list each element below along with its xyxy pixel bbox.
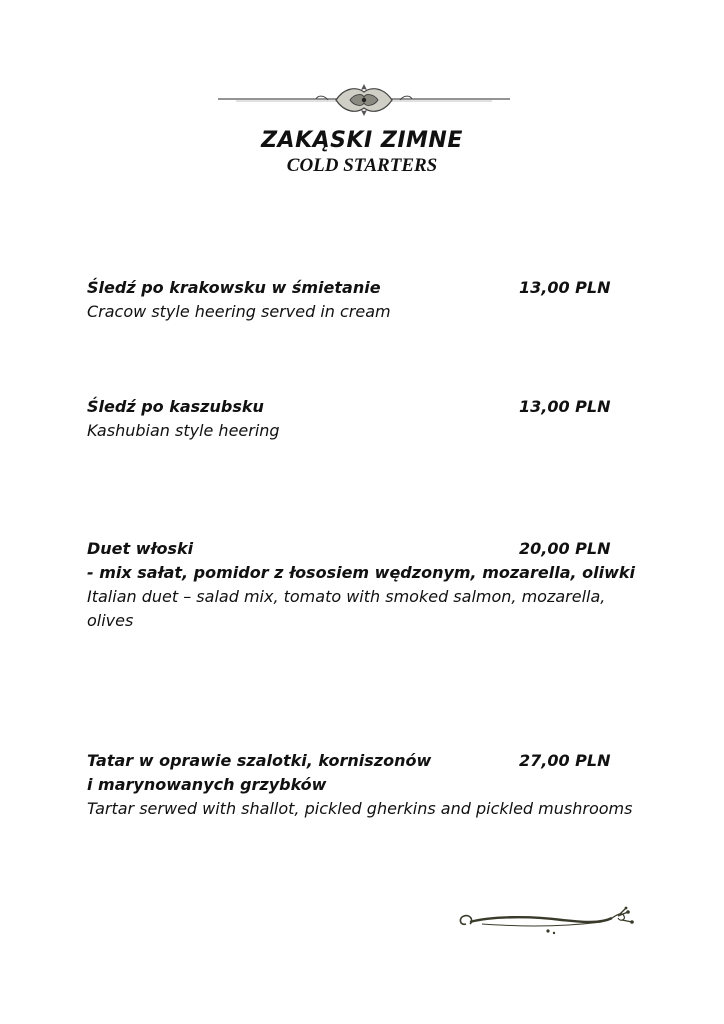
menu-item: [87, 276, 647, 324]
item-price: 20,00 PLN: [519, 539, 611, 558]
item-description: Cracow style heering served in cream: [87, 302, 391, 321]
item-description: Italian duet – salad mix, tomato with smoked salmon, mozarella, olives: [87, 587, 606, 630]
item-name: Śledź po kaszubsku: [87, 397, 264, 416]
item-subline: i marynowanych grzybków: [87, 775, 327, 794]
item-subline: - mix sałat, pomidor z łososiem wędzonym, mozarella, oliwki: [87, 563, 635, 582]
flourish-icon: [452, 906, 640, 938]
item-description: Tartar serwed with shallot, pickled gherkins and pickled mushrooms: [87, 799, 633, 818]
item-price: 27,00 PLN: [519, 751, 611, 770]
item-name: Duet włoski: [87, 539, 194, 558]
section-subtitle: COLD STARTERS: [286, 155, 438, 176]
menu-item: [87, 395, 647, 443]
item-name: Tatar w oprawie szalotki, korniszonów: [87, 751, 432, 770]
menu-item: [87, 537, 647, 633]
item-name: Śledź po krakowsku w śmietanie: [87, 278, 381, 297]
item-price: 13,00 PLN: [519, 278, 611, 297]
scroll-divider-icon: [216, 80, 512, 120]
section-title: ZAKĄSKI ZIMNE: [261, 128, 463, 153]
item-description: Kashubian style heering: [87, 421, 280, 440]
menu-item: [87, 749, 647, 821]
item-price: 13,00 PLN: [519, 397, 611, 416]
